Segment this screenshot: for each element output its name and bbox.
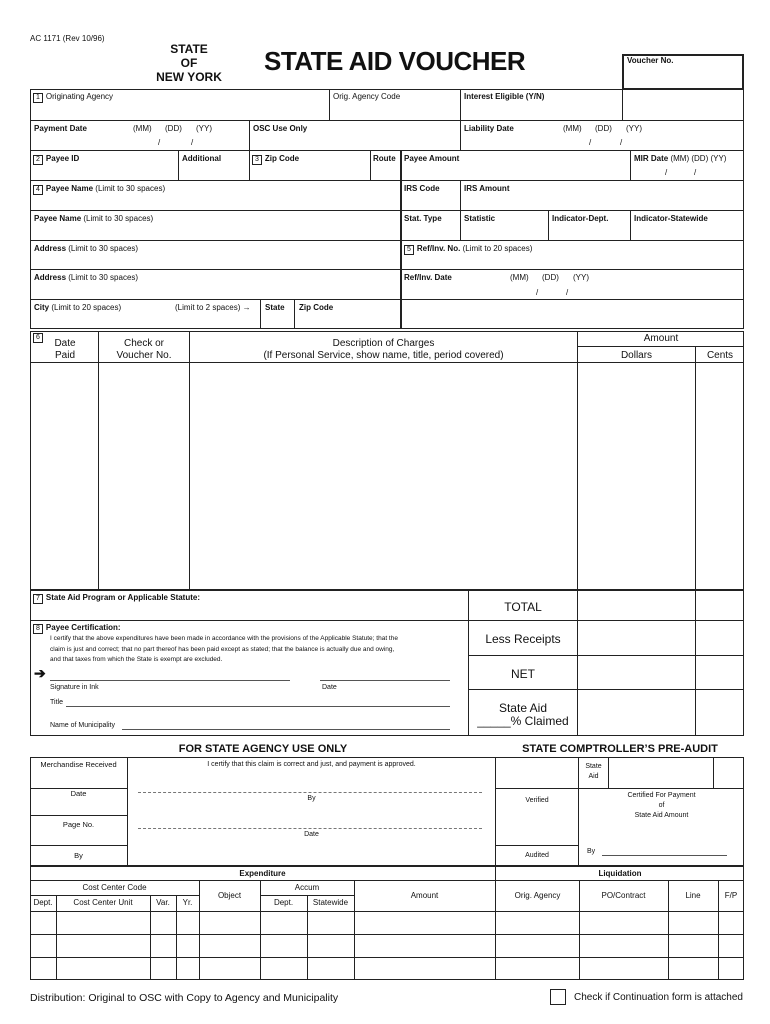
state-aid-box-label-1: State <box>585 763 602 770</box>
agency-by-label: By <box>74 851 83 860</box>
cost-center-code-header: Cost Center Code <box>82 883 147 892</box>
payment-date-slash-1: / <box>158 138 161 147</box>
payment-date-yy: (YY) <box>196 124 212 133</box>
page-no-label: Page No. <box>62 820 95 829</box>
by-signature-line <box>138 792 482 793</box>
orig-agency-code-input[interactable] <box>333 104 457 118</box>
description-header-2: (If Personal Service, show name, title, period covered) <box>263 350 504 361</box>
approval-date-line <box>138 828 482 829</box>
ref-inv-date-mm: (MM) <box>510 273 529 282</box>
verified-label: Verified <box>525 797 549 804</box>
line-header: Line <box>685 891 701 900</box>
ref-inv-no-label: 5 Ref/Inv. No. (Limit to 20 spaces) <box>404 244 532 255</box>
signature-line <box>50 680 290 681</box>
additional-label: Additional <box>182 154 222 163</box>
address-2-label: Address (Limit to 30 spaces) <box>34 273 139 282</box>
object-header: Object <box>217 891 242 900</box>
distribution-text: Distribution: Original to OSC with Copy to Agency and Municipality <box>30 992 339 1004</box>
voucher-no-input[interactable] <box>626 68 740 86</box>
check-voucher-header-1: Check or <box>123 338 164 349</box>
payment-date-label: Payment Date <box>34 124 87 133</box>
less-receipts-label: Less Receipts <box>485 632 561 646</box>
payee-name-label: 4 Payee Name (Limit to 30 spaces) <box>33 184 165 195</box>
arrow-icon: ➔ <box>34 665 46 681</box>
pre-audit-heading: STATE COMPTROLLER’S PRE-AUDIT <box>522 743 718 755</box>
audit-by-label: By <box>587 848 596 855</box>
yr-header: Yr. <box>182 898 193 907</box>
box-8: 8 <box>33 624 43 634</box>
ref-inv-date-slash-2: / <box>566 288 569 297</box>
audit-by-line <box>602 855 727 856</box>
state-line1: STATE <box>170 42 208 56</box>
payee-name-2-label: Payee Name (Limit to 30 spaces) <box>34 214 154 223</box>
cert-text-3: and that taxes from which the State is exempt are excluded. <box>50 656 223 663</box>
liability-date-dd: (DD) <box>595 124 612 133</box>
agency-certify-text: I certify that this claim is correct and just, and payment is approved. <box>207 761 416 768</box>
box-7: 7 <box>33 594 43 604</box>
sig-date-line <box>320 680 450 681</box>
check-voucher-header-2: Voucher No. <box>116 350 172 361</box>
form-title: STATE AID VOUCHER <box>264 46 526 76</box>
date-paid-header-1: Date <box>54 338 76 349</box>
agency-by-sig-label: By <box>307 795 316 802</box>
merch-received-label: Merchandise Received <box>40 760 117 769</box>
mir-date-slash-2: / <box>694 168 697 177</box>
route-label: Route <box>373 154 396 163</box>
mir-date-slash-1: / <box>665 168 668 177</box>
ref-inv-date-yy: (YY) <box>573 273 589 282</box>
irs-code-label: IRS Code <box>404 184 440 193</box>
cents-header: Cents <box>706 350 734 361</box>
ref-inv-date-label: Ref/Inv. Date <box>404 273 452 282</box>
address-1-label: Address (Limit to 30 spaces) <box>34 244 139 253</box>
liability-date-label: Liability Date <box>464 124 514 133</box>
cost-center-unit-header: Cost Center Unit <box>73 898 133 907</box>
state-label: State <box>265 303 285 312</box>
city-label: City (Limit to 20 spaces) <box>34 303 122 312</box>
orig-agency-code-label: Orig. Agency Code <box>333 92 401 101</box>
po-contract-header: PO/Contract <box>601 891 646 900</box>
description-header-1: Description of Charges <box>332 338 435 349</box>
liquidation-heading: Liquidation <box>598 869 642 878</box>
voucher-no-label: Voucher No. <box>627 56 674 65</box>
indicator-statewide-label: Indicator-Statewide <box>634 214 708 223</box>
var-header: Var. <box>156 898 170 907</box>
ref-inv-date-slash-1: / <box>536 288 539 297</box>
date-paid-header-2: Paid <box>54 350 75 361</box>
liability-date-mm: (MM) <box>563 124 582 133</box>
state-line3: NEW YORK <box>156 70 222 84</box>
orig-agency-header: Orig. Agency <box>514 891 561 900</box>
certified-payment-1: Certified For Payment <box>627 792 696 799</box>
title-line <box>66 706 450 707</box>
program-input[interactable] <box>210 594 464 616</box>
liability-date-slash-1: / <box>589 138 592 147</box>
state-aid-label: State Aid <box>498 701 548 715</box>
cents-input[interactable] <box>697 365 742 587</box>
payee-id-label: 2 Payee ID <box>33 154 79 165</box>
signature-date-label: Date <box>322 684 337 691</box>
cert-text-2: claim is just and correct; that no part thereof has been paid except as stated; that the balance is actually due and owing, <box>50 646 395 653</box>
dept-header: Dept. <box>33 898 53 907</box>
title-input[interactable] <box>66 695 450 706</box>
statistic-label: Statistic <box>464 214 496 223</box>
title-label: Title <box>50 699 63 706</box>
box-4: 4 <box>33 185 43 195</box>
approval-date-label: Date <box>304 831 319 838</box>
box-2: 2 <box>33 155 43 165</box>
interest-eligible-label: Interest Eligible (Y/N) <box>464 92 545 101</box>
exp-amount-header: Amount <box>410 891 439 900</box>
box-1: 1 <box>33 93 43 103</box>
agency-use-heading: FOR STATE AGENCY USE ONLY <box>178 743 348 755</box>
description-input[interactable] <box>191 365 575 587</box>
payment-date-mm: (MM) <box>133 124 152 133</box>
payment-date-dd: (DD) <box>165 124 182 133</box>
state-aid-box-label-2: Aid <box>588 773 599 780</box>
liability-date-slash-2: / <box>620 138 623 147</box>
liability-date-yy: (YY) <box>626 124 642 133</box>
mir-date-label: MIR Date (MM) (DD) (YY) <box>634 154 727 163</box>
certified-payment-3: State Aid Amount <box>634 812 689 819</box>
stat-type-label: Stat. Type <box>404 214 442 223</box>
ref-inv-date-dd: (DD) <box>542 273 559 282</box>
pct-claimed-label: _____% Claimed <box>477 714 569 728</box>
date-paid-input[interactable] <box>32 365 96 587</box>
dollars-input[interactable] <box>579 365 693 587</box>
irs-amount-label: IRS Amount <box>464 184 510 193</box>
zip-code-label: 3 Zip Code <box>252 154 299 165</box>
indicator-dept-label: Indicator-Dept. <box>552 214 609 223</box>
municipality-label: Name of Municipality <box>50 722 115 729</box>
expenditure-heading: Expenditure <box>239 869 286 878</box>
signature-input[interactable] <box>50 668 290 680</box>
box-6: 6 <box>33 332 46 343</box>
continuation-checkbox[interactable] <box>550 989 566 1005</box>
municipality-input[interactable] <box>122 717 450 729</box>
cert-text-1: I certify that the above expenditures have been made in accordance with the provisions of the Applicable Statute; that the <box>50 635 398 642</box>
check-voucher-input[interactable] <box>100 365 187 587</box>
fp-header: F/P <box>724 891 738 900</box>
statewide-header: Statewide <box>312 898 349 907</box>
city-zip-code-label: Zip Code <box>299 303 334 312</box>
limit-2-label: (Limit to 2 spaces) → <box>175 303 251 312</box>
interest-eligible-input[interactable] <box>464 104 619 118</box>
state-line2: OF <box>180 56 198 70</box>
agency-date-label: Date <box>70 789 87 798</box>
box-3: 3 <box>252 155 262 165</box>
box-5: 5 <box>404 245 414 255</box>
amount-header: Amount <box>643 333 679 344</box>
originating-agency-input[interactable] <box>34 104 326 118</box>
municipality-line <box>122 729 450 730</box>
payee-amount-label: Payee Amount <box>404 154 460 163</box>
signature-label: Signature in Ink <box>50 684 99 691</box>
originating-agency-label: 1 Originating Agency <box>33 92 113 103</box>
signature-date-input[interactable] <box>320 668 450 680</box>
accum-dept-header: Dept. <box>273 898 294 907</box>
payee-cert-label: 8 Payee Certification: <box>33 623 121 634</box>
continuation-label: Check if Continuation form is attached <box>574 992 743 1003</box>
accum-header: Accum <box>294 883 320 892</box>
dollars-header: Dollars <box>620 350 653 361</box>
osc-use-only-label: OSC Use Only <box>253 124 308 133</box>
total-label: TOTAL <box>504 600 542 614</box>
certified-payment-2: of <box>658 802 665 809</box>
form-id: AC 1171 (Rev 10/96) <box>30 34 105 43</box>
audited-label: Audited <box>525 852 549 859</box>
program-label: 7 State Aid Program or Applicable Statute: <box>33 593 200 604</box>
payment-date-slash-2: / <box>191 138 194 147</box>
net-label: NET <box>511 667 535 681</box>
